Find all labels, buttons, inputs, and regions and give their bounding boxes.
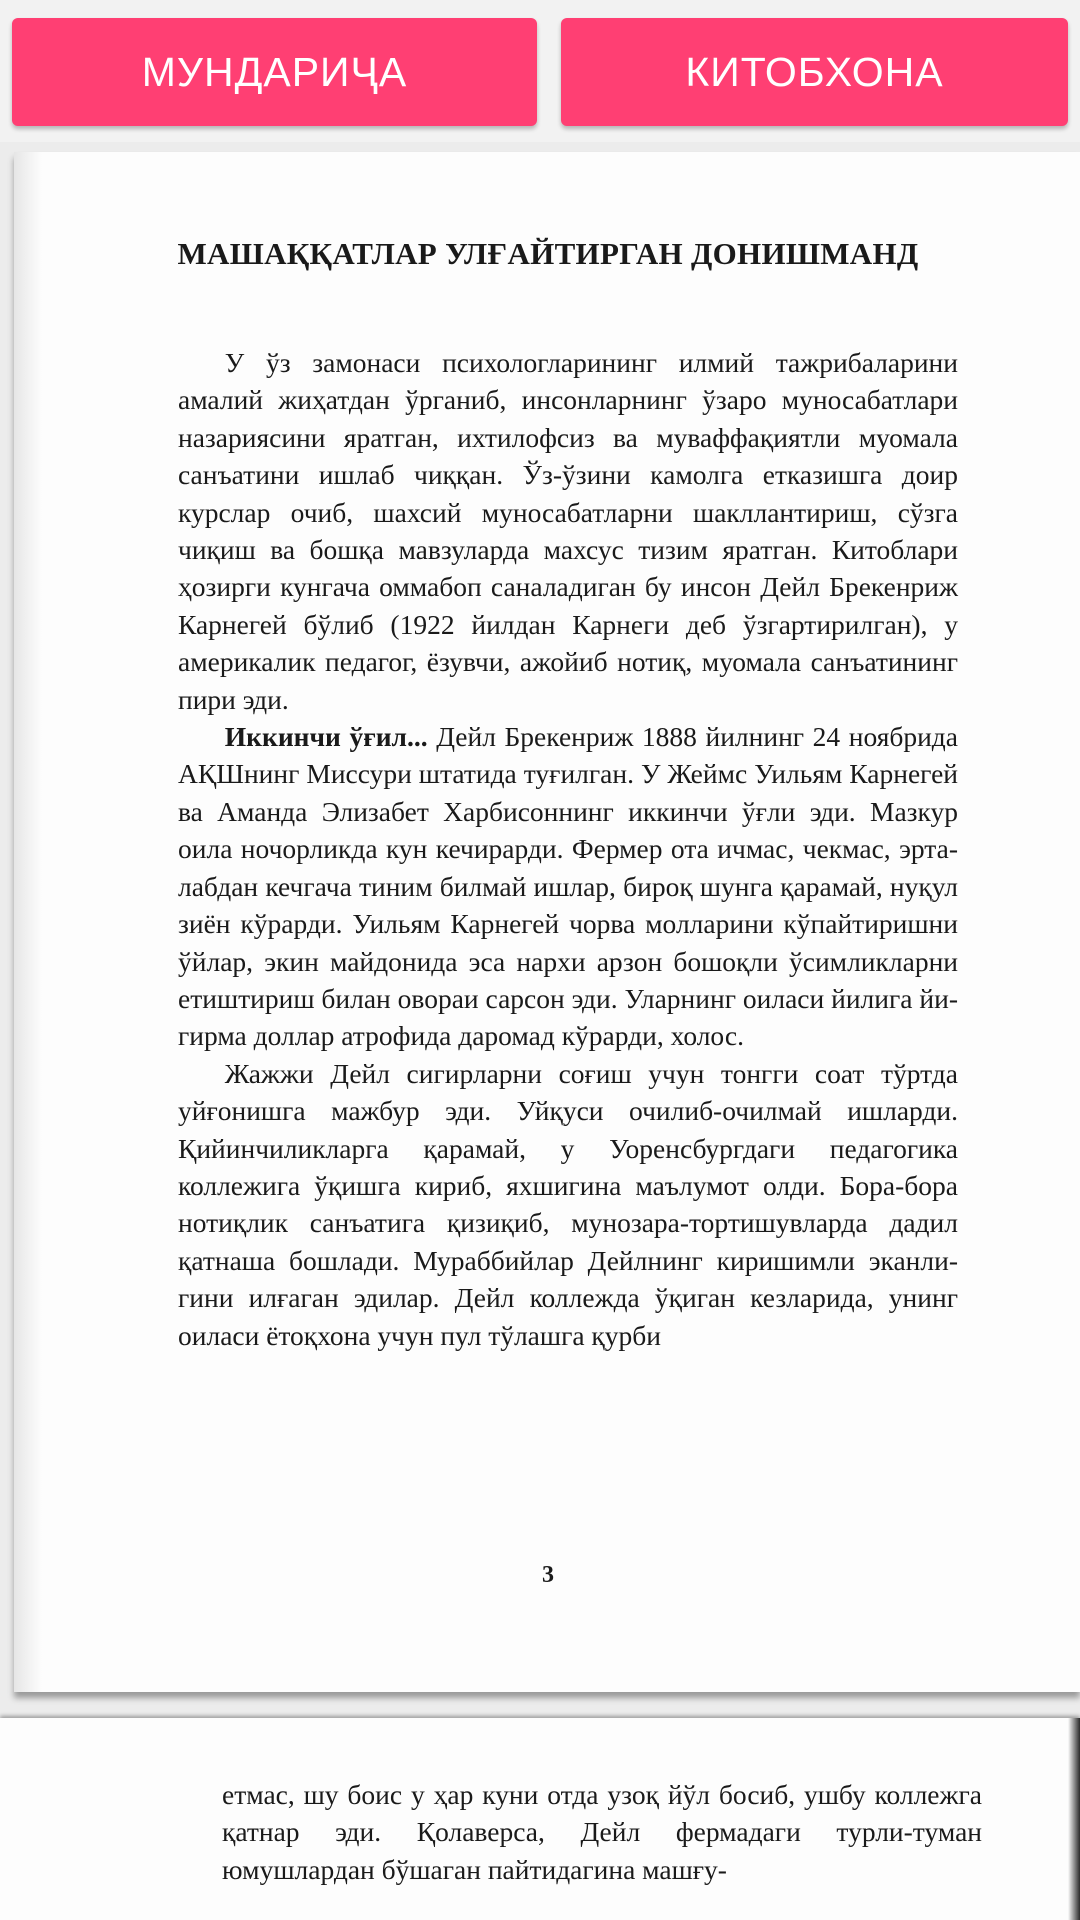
top-toolbar <box>0 0 1080 142</box>
page-body <box>178 344 958 1354</box>
page-body <box>222 1776 982 1888</box>
paragraph-text: Дейл Брекенриж 1888 йилнинг 24 ноябрида АҚШнинг Миссури штатида туғилган. У Жеймс Уильям Карнегей ва Аманда Элизабет Харбисоннинг иккинчи ўғли эди. Мазкур оила ночорликда кун кечирарди. Фермер ота ичмас, чекмас, эрталабдан кечгача тиним билмай ишлар, бироқ шунга қарамай, нуқул зиён кўрарди. Уильям Карнегей чорва молларини кўпайтиришни ўйлар, экин майдонида эса нархи арзон бошоқли ўсимликларни етиштириш билан овораи сарсон эди. Уларнинг оиласи йилига йигирма доллар атрофида даромад кўрарди, холос. <box>178 721 959 1052</box>
library-button[interactable]: КИТОБХОНА <box>561 18 1068 126</box>
paragraph <box>178 718 958 1055</box>
book-page-4[interactable] <box>0 1718 1080 1920</box>
chapter-title: МАШАҚҚАТЛАР УЛҒАЙТИРГАН ДОНИШМАНД <box>177 236 919 271</box>
book-page-3[interactable] <box>14 152 1080 1692</box>
page-number: 3 <box>542 1562 554 1588</box>
contents-button[interactable]: МУНДАРИҶА <box>12 18 537 126</box>
paragraph-lead: Иккинчи ўғил... <box>224 721 428 753</box>
paragraph: Жажжи Дейл сигирларни соғиш учун тонгги соат тўртда уйғонишга мажбур эди. Уйқуси очилиб-очилмай ишларди. Қийинчиликларга қарамай, у Уоренсбургдаги педагогика коллежига ўқишга кириб, яхшигина маълумот олди. Бора-бора нотиқлик санъатига қизиқиб, мунозара-тортишувларда дадил қатнаша бошлади. Мураббийлар Дейлнинг киришимли эканлигини илғаган эдилар. Дейл коллежда ўқиган кезларида, унинг оиласи ётоқхона учун пул тўлашга қурби <box>178 1057 958 1351</box>
paragraph: етмас, шу боис у ҳар куни отда узоқ йўл босиб, ушбу коллежга қатнар эди. Қолаверса, Дейл фермадаги турли-туман юмушлардан бўшаган пайтидагина машғу- <box>222 1779 982 1885</box>
paragraph: У ўз замонаси психологларининг илмий тажрибаларини амалий жиҳатдан ўрганиб, инсонларнинг ўзаро муносабатлари назариясини яратган, ихтилофсиз ва муваффақиятли муомала санъатини ишлаб чиққан. Ўз-ўзини камолга етказишга доир курслар очиб, шахсий муносабатларни шакллантириш, сўзга чиқиш ва бошқа мавзуларда махсус тизим яратган. Китоблари ҳозирги кунгача оммабоп саналадиган бу инсон Дейл Брекенриж Карнегей бўлиб (1922 йилдан Карнеги деб ўзгартирилган), у америкалик педагог, ёзувчи, ажойиб нотиқ, муомала санъатининг пири эди. <box>178 347 958 715</box>
